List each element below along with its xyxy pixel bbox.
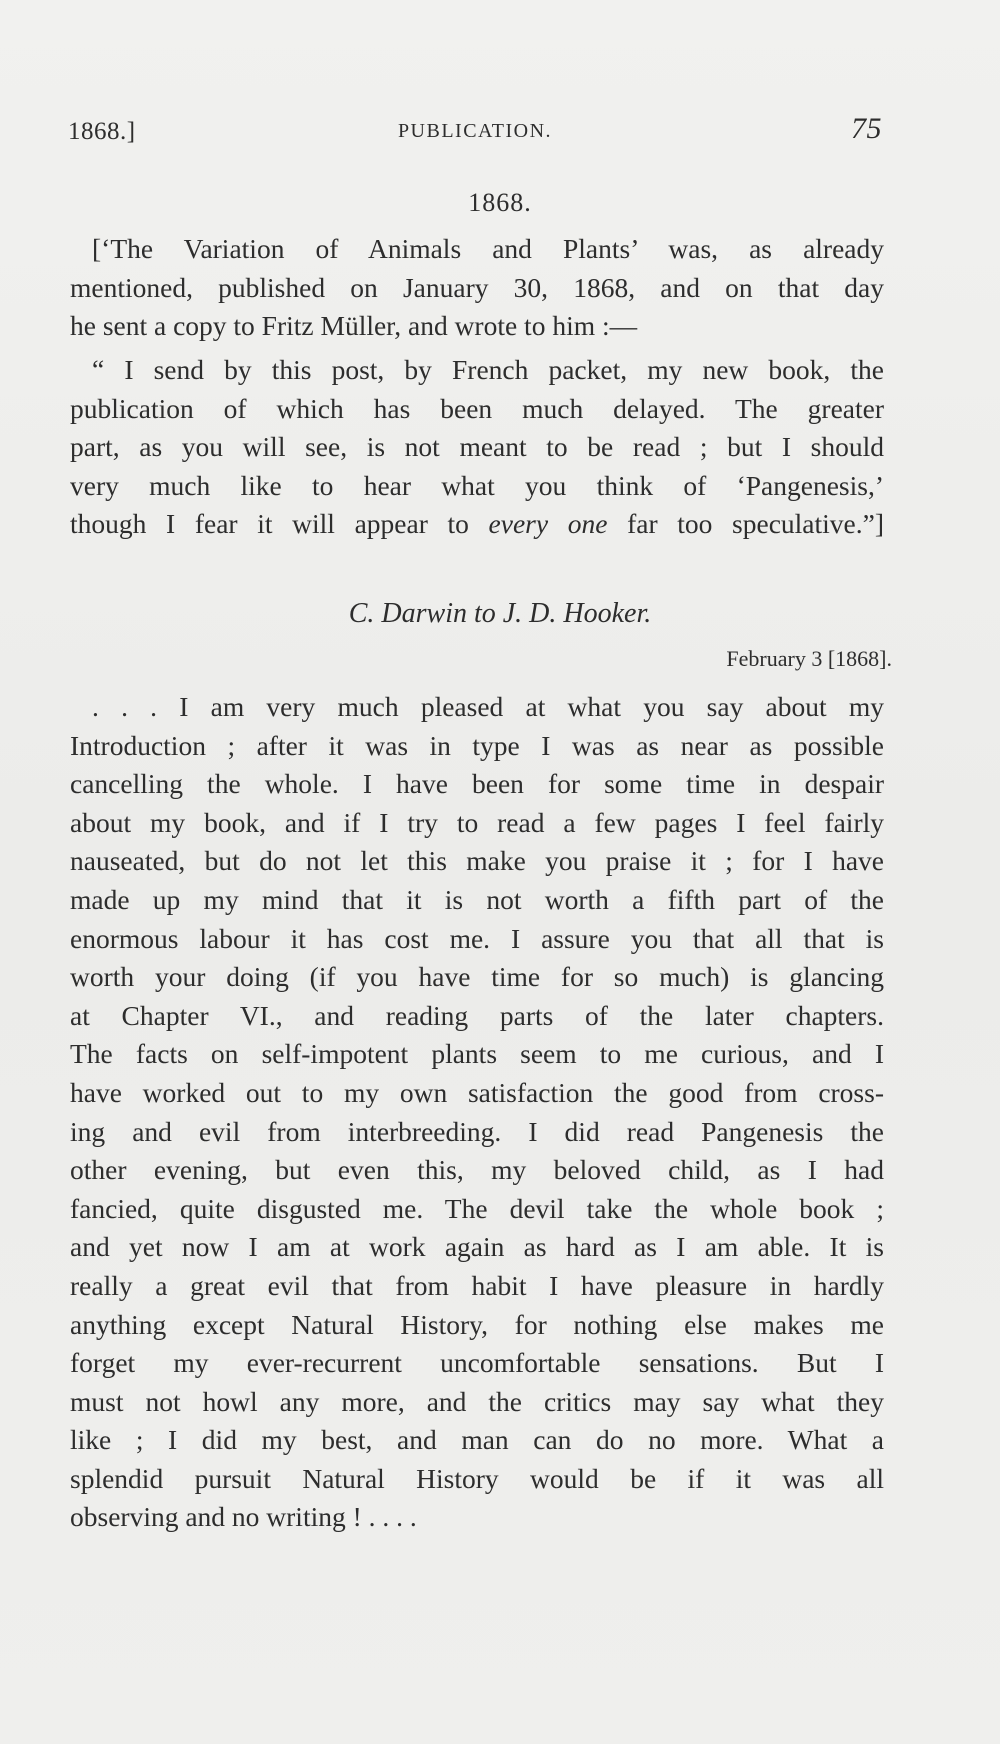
text-line: have worked out to my own satisfaction the good from cross- <box>70 1076 884 1108</box>
text-line: observing and no writing ! . . . . <box>70 1501 417 1533</box>
text-line: “ I send by this post, by French packet, my new book, the <box>92 354 884 385</box>
text-line: worth your doing (if you have time for so much) is glancing <box>70 961 884 993</box>
text-line: really a great evil that from habit I have pleasure in hardly <box>70 1269 884 1301</box>
letter-date: February 3 [1868]. <box>726 646 892 671</box>
text-line: splendid pursuit Natural History would be if it was all <box>70 1462 884 1494</box>
text-line: The facts on self-impotent plants seem to me curious, and I <box>70 1038 884 1070</box>
text-line: cancelling the whole. I have been for some time in despair <box>70 768 884 800</box>
year-heading: 1868. <box>468 188 532 217</box>
text-line: at Chapter VI., and reading parts of the later chapters. <box>70 999 884 1031</box>
text-line: about my book, and if I try to read a few pages I feel fairly <box>70 806 884 838</box>
text-line: made up my mind that it is not worth a fifth part of the <box>70 883 884 915</box>
text-line: Introduction ; after it was in type I was as near as possible <box>70 729 884 761</box>
intro-paragraph <box>70 230 884 346</box>
text-line: like ; I did my best, and man can do no more. What a <box>70 1424 884 1456</box>
running-header <box>68 112 882 152</box>
text-line: [‘The Variation of Animals and Plants’ was, as already <box>92 233 884 264</box>
text-line: anything except Natural History, for nothing else makes me <box>70 1308 884 1340</box>
text-line: must not howl any more, and the critics may say what they <box>70 1385 884 1417</box>
text-line: part, as you will see, is not meant to be read ; but I should <box>70 431 884 463</box>
text-line <box>70 505 884 544</box>
text-run: though I fear it will appear to <box>70 508 489 540</box>
header-year: 1868.] <box>68 118 136 145</box>
text-line: nauseated, but do not let this make you praise it ; for I have <box>70 845 884 877</box>
text-line: publication of which has been much delayed. The greater <box>70 392 884 424</box>
text-run: far too speculative.”] <box>607 508 884 540</box>
text-line: ing and evil from interbreeding. I did read Pangenesis the <box>70 1115 884 1147</box>
text-line: mentioned, published on January 30, 1868, and on that day <box>70 271 884 303</box>
quote-paragraph <box>70 351 884 544</box>
text-line: and yet now I am at work again as hard as I am able. It is <box>70 1231 884 1263</box>
text-line: other evening, but even this, my beloved child, as I had <box>70 1154 884 1186</box>
letter-addressee: C. Darwin to J. D. Hooker. <box>348 598 652 629</box>
text-line: . . . I am very much pleased at what you say about my <box>92 691 884 722</box>
header-title: PUBLICATION. <box>397 120 553 142</box>
page-number: 75 <box>851 112 882 145</box>
text-line: he sent a copy to Fritz Müller, and wrote to him :— <box>70 310 638 342</box>
text-line: very much like to hear what you think of ‘Pangenesis,’ <box>70 469 884 501</box>
text-line: forget my ever-recurrent uncomfortable sensations. But I <box>70 1347 884 1379</box>
emphasis-text: every one <box>488 508 608 540</box>
text-line: enormous labour it has cost me. I assure you that all that is <box>70 922 884 954</box>
letter-paragraph <box>70 688 884 1537</box>
text-line: fancied, quite disgusted me. The devil take the whole book ; <box>70 1192 884 1224</box>
